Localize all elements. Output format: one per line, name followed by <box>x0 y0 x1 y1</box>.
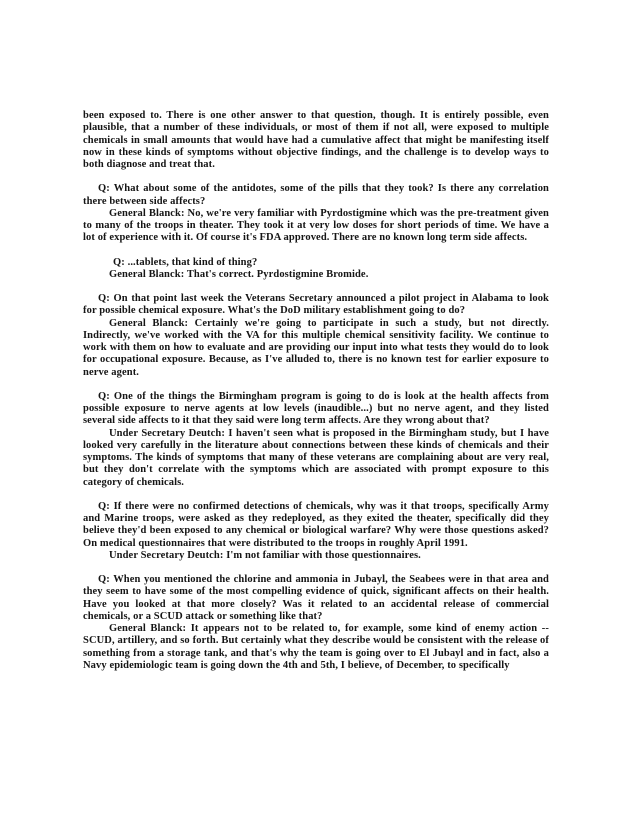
transcript-paragraph: Q: On that point last week the Veterans Secretary announced a pilot project in Alabama to look for possible chemical exposure. What's the DoD military establishment going to do? <box>83 293 549 317</box>
transcript-paragraph: Under Secretary Deutch: I haven't seen what is proposed in the Birmingham study, but I have looked very carefully in the literature about connections between these kinds of chemicals and their symptoms. The kinds of symptoms that many of these veterans are complaining about are very real, but they don't correlate with the symptoms which are associated with prompt exposure to this category of chemicals. <box>83 427 549 488</box>
transcript-paragraph: Under Secretary Deutch: I'm not familiar with those questionnaires. <box>109 549 421 561</box>
transcript-paragraph: Q: If there were no confirmed detections of chemicals, why was it that troops, specifically Army and Marine troops, were asked as they redeployed, as they exited the theater, specifically did they believe they'd been exposed to any chemical or biological warfare? Why were those questions asked? On medical questionnaires that were distributed to the troops in roughly April 1991. <box>83 500 549 549</box>
transcript-paragraph: been exposed to. There is one other answer to that question, though. It is entirely possible, even plausible, that a number of these individuals, or most of them if not all, were exposed to multiple chemicals in small amounts that would have had a cumulative affect that might be manifesting itself now in these kinds of symptoms without objective findings, and the challenge is to develop ways to both diagnose and treat that. <box>83 110 549 170</box>
transcript-paragraph: General Blanck: It appears not to be related to, for example, some kind of enemy action -- SCUD, artillery, and so forth. But certainly what they describe would be consistent with the release of something from a storage tank, and that's why the team is going over to El Jubayl and in fact, also a Navy epidemiologic team is going down the 4th and 5th, I believe, of December, to specifically <box>83 623 549 671</box>
transcript-paragraph: General Blanck: No, we're very familiar with Pyrdostigmine which was the pre-treatment given to many of the troops in theater. They took it at very low doses for short periods of time. We have a lot of experience with it. Of course it's FDA approved. There are no known long term side affects. <box>83 207 549 244</box>
transcript-paragraph: General Blanck: Certainly we're going to participate in such a study, but not directly. Indirectly, we've worked with the VA for this multiple chemical sensitivity facility. We continue to work with them on how to evaluate and are providing our input into what tests they would do to look for occupational exposure. Because, as I've alluded to, there is no known test for earlier exposure to nerve agent. <box>83 317 549 378</box>
transcript-paragraph: Q: ...tablets, that kind of thing? <box>113 256 258 268</box>
transcript-text-block <box>83 110 549 672</box>
transcript-paragraph: Q: When you mentioned the chlorine and ammonia in Jubayl, the Seabees were in that area and they seem to have some of the most compelling evidence of quick, significant affects on their health. Have you looked at that more closely? Was it related to an accidental release of commercial chemicals, or a SCUD attack or something like that? <box>83 574 549 622</box>
transcript-paragraph: Q: One of the things the Birmingham program is going to do is look at the health affects from possible exposure to nerve agents at low levels (inaudible...) but no nerve agent, and they listed several side affects to it that they said were long term affects. Are they wrong about that? <box>83 390 549 427</box>
transcript-paragraph: General Blanck: That's correct. Pyrdostigmine Bromide. <box>109 268 369 280</box>
transcript-paragraph: Q: What about some of the antidotes, some of the pills that they took? Is there any correlation there between side affects? <box>83 183 549 207</box>
